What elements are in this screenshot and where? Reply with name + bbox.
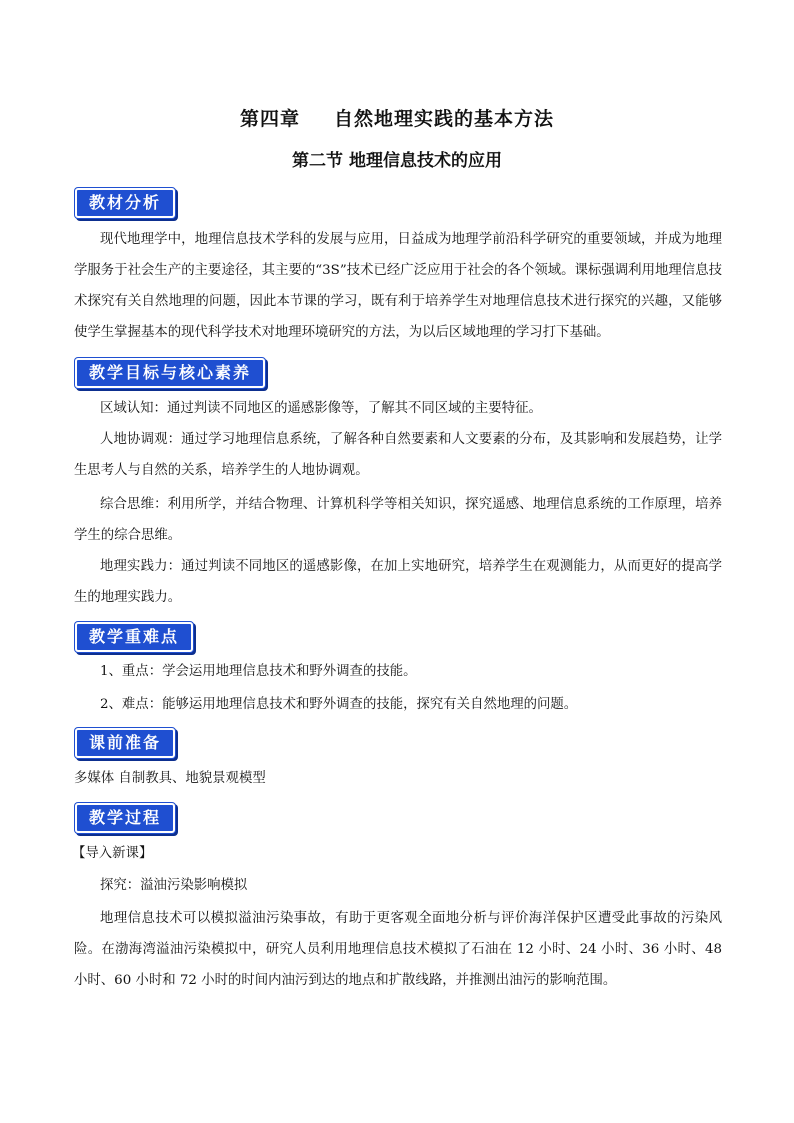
goal-item: 区域认知：通过判读不同地区的遥感影像等，了解其不同区域的主要特征。 — [100, 401, 542, 416]
goal-item: 综合思维：利用所学，并结合物理、计算机科学等相关知识，探究遥感、地理信息系统的工作原理，培养学生的综合思维。 — [74, 497, 722, 543]
section-title: 第二节 地理信息技术的应用 — [292, 151, 502, 171]
intro-heading: 【导入新课】 — [72, 846, 153, 861]
chapter-name: 自然地理实践的基本方法 — [334, 108, 555, 130]
goal-item: 地理实践力：通过判读不同地区的遥感影像，在加上实地研究，培养学生在观测能力，从而更好的提高学生的地理实践力。 — [74, 559, 722, 605]
process-paragraph: 地理信息技术可以模拟溢油污染事故，有助于更客观全面地分析与评价海洋保护区遭受此事故的污染风险。在渤海湾溢油污染模拟中，研究人员利用地理信息技术模拟了石油在 12 小时、24 小时、36 小时、48 小时、60 小时和 72 小时的时间内油污到达的地点和扩散线路，并推测出油污的影响范围。 — [74, 911, 722, 988]
badge-textbook-analysis: 教材分析 — [75, 188, 175, 218]
badge-preparation: 课前准备 — [75, 728, 175, 758]
analysis-paragraph: 现代地理学中，地理信息技术学科的发展与应用，日益成为地理学前沿科学研究的重要领域，并成为地理学服务于社会生产的主要途径，其主要的“3S”技术已经广泛应用于社会的各个领域。课标强调利用地理信息技术探究有关自然地理的问题，因此本节课的学习，既有利于培养学生对地理信息技术进行探究的兴趣，又能够使学生掌握基本的现代科学技术对地理环境研究的方法，为以后区域地理的学习打下基础。 — [74, 232, 722, 340]
badge-teaching-goals: 教学目标与核心素养 — [75, 358, 265, 388]
badge-key-points: 教学重难点 — [75, 622, 193, 652]
badge-teaching-process: 教学过程 — [75, 803, 175, 833]
goal-item: 人地协调观：通过学习地理信息系统，了解各种自然要素和人文要素的分布，及其影响和发展趋势，让学生思考人与自然的关系，培养学生的人地协调观。 — [74, 432, 722, 478]
keypoint-item: 2、难点：能够运用地理信息技术和野外调查的技能，探究有关自然地理的问题。 — [100, 697, 578, 712]
explore-heading: 探究：溢油污染影响模拟 — [100, 878, 248, 893]
keypoint-item: 1、重点：学会运用地理信息技术和野外调查的技能。 — [100, 664, 417, 679]
chapter-number: 第四章 — [239, 108, 300, 130]
preparation-text: 多媒体 自制教具、地貌景观模型 — [74, 771, 266, 786]
chapter-title — [0, 104, 794, 131]
